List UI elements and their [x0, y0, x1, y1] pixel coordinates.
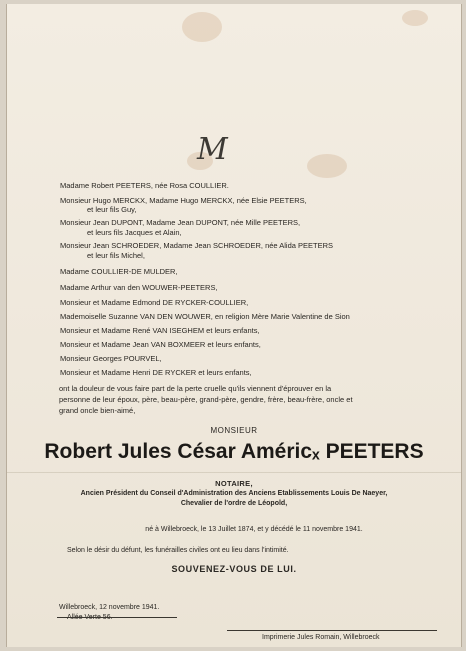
stain	[402, 10, 428, 26]
divider	[57, 617, 177, 618]
family-line: Monsieur et Madame Henri DE RYCKER et leurs enfants,	[60, 368, 252, 377]
monogram: M	[197, 132, 228, 167]
family-line: Mademoiselle Suzanne VAN DEN WOUWER, en religion Mère Marie Valentine de Sion	[60, 312, 350, 321]
family-line: Monsieur Jean DUPONT, Madame Jean DUPONT, née Mille PEETERS,	[60, 218, 301, 227]
family-line: Madame COULLIER-DE MULDER,	[60, 267, 178, 276]
family-line: Monsieur et Madame Jean VAN BOXMEER et leurs enfants,	[60, 340, 261, 349]
birth-death-line: né à Willebroeck, le 13 Juillet 1874, et y décédé le 11 novembre 1941.	[145, 526, 363, 533]
profession: NOTAIRE,	[215, 479, 253, 488]
family-line: Monsieur Hugo MERCKX, Madame Hugo MERCKX, née Elsie PEETERS,	[60, 196, 307, 205]
place-date: Willebroeck, 12 novembre 1941.	[59, 604, 160, 611]
title-line: Ancien Président du Conseil d'Administration des Anciens Etablissements Louis De Naeyer,	[80, 490, 388, 497]
title-line: Chevalier de l'ordre de Léopold,	[180, 500, 288, 507]
family-line: et leur fils Guy,	[87, 205, 137, 214]
stain	[307, 154, 347, 178]
divider	[227, 630, 437, 631]
announcement-line: grand oncle bien-aimé,	[59, 406, 136, 415]
family-line: Monsieur et Madame Edmond DE RYCKER-COULLIER,	[60, 298, 249, 307]
family-line: Monsieur Jean SCHROEDER, Madame Jean SCHROEDER, née Alida PEETERS	[60, 241, 334, 250]
family-line: Madame Robert PEETERS, née Rosa COULLIER.	[60, 181, 229, 190]
fold-line	[7, 472, 461, 473]
family-line: Monsieur et Madame René VAN ISEGHEM et leurs enfants,	[60, 326, 260, 335]
funeral-note: Selon le désir du défunt, les funérailles civiles ont eu lieu dans l'intimité.	[67, 547, 289, 554]
mourning-card	[6, 4, 462, 647]
honorific: MONSIEUR	[210, 426, 258, 435]
family-line: Monsieur Georges POURVEL,	[60, 354, 162, 363]
announcement-line: personne de leur époux, père, beau-père, grand-père, gendre, frère, beau-frère, oncle et	[59, 395, 353, 404]
printer-credit: Imprimerie Jules Romain, Willebroeck	[262, 634, 380, 641]
announcement-line: ont la douleur de vous faire part de la perte cruelle qu'ils viennent d'éprouver en la	[59, 384, 332, 393]
stain	[182, 12, 222, 42]
family-line: et leur fils Michel,	[87, 251, 145, 260]
closing-phrase: SOUVENEZ-VOUS DE LUI.	[171, 564, 297, 574]
family-line: Madame Arthur van den WOUWER-PEETERS,	[60, 283, 218, 292]
family-line: et leurs fils Jacques et Alain,	[87, 228, 182, 237]
deceased-name: Robert Jules César Américₓ PEETERS	[44, 440, 424, 463]
